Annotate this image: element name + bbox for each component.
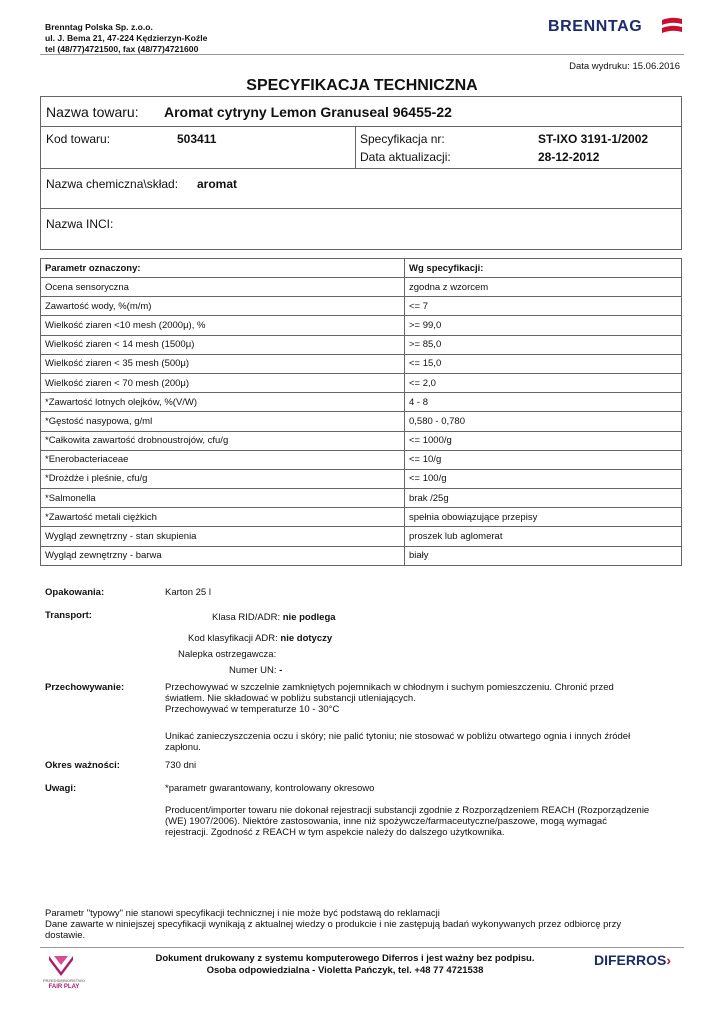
specification-column-header: Wg specyfikacji: <box>405 259 682 278</box>
parameter-cell: Wielkość ziaren < 70 mesh (200μ) <box>41 373 405 392</box>
disclaimer-note <box>45 908 665 941</box>
parameter-cell: *Zawartość lotnych olejków, %(V/W) <box>41 393 405 412</box>
inci-label: Nazwa INCI: <box>46 217 114 231</box>
note-line: dostawie. <box>45 930 86 941</box>
storage-text <box>165 682 675 753</box>
un-line <box>229 665 282 676</box>
storage-line: Unikać zanieczyszczenia oczu i skóry; nie palić tytoniu; nie stosować w pobliżu otwartego ognia i innych źródeł <box>165 731 631 742</box>
spec-cell: proszek lub aglomerat <box>405 527 682 546</box>
adr-label: Kod klasyfikacji ADR: <box>188 633 278 644</box>
update-value: 28-12-2012 <box>538 150 600 164</box>
product-name-value: Aromat cytryny Lemon Granuseal 96455-22 <box>164 104 452 120</box>
parameter-cell: Zawartość wody, %(m/m) <box>41 297 405 316</box>
footer-line: Dokument drukowany z systemu komputerowego Diferros i jest ważny bez podpisu. <box>155 953 535 964</box>
packaging-label: Opakowania: <box>45 587 105 598</box>
table-row <box>41 354 682 373</box>
parameter-cell: *Zawartość metali ciężkich <box>41 508 405 527</box>
update-label: Data aktualizacji: <box>360 150 451 164</box>
page-title: SPECYFIKACJA TECHNICZNA <box>246 77 478 94</box>
brenntag-swoosh-icon <box>660 16 684 38</box>
company-name: Brenntag Polska Sp. z.o.o. <box>45 22 153 32</box>
footer-text <box>130 953 560 977</box>
storage-label: Przechowywanie: <box>45 682 125 693</box>
table-row <box>41 469 682 488</box>
parameter-cell: Ocena sensoryczna <box>41 278 405 297</box>
table-row <box>41 431 682 450</box>
code-label: Kod towaru: <box>46 132 111 146</box>
rid-line <box>212 612 336 623</box>
product-header-table <box>40 96 682 250</box>
spec-cell: zgodna z wzorcem <box>405 278 682 297</box>
product-name-row <box>41 97 681 127</box>
note-line: Dane zawarte w niniejszej specyfikacji wynikają z aktualnej wiedzy o produkcie i nie zastępują badań wykonywanych przez odbiorcę przy <box>45 919 622 930</box>
table-row <box>41 278 682 297</box>
spec-cell: <= 10/g <box>405 450 682 469</box>
column-divider <box>355 127 356 168</box>
table-row <box>41 373 682 392</box>
fair-play-text <box>42 977 86 991</box>
spec-cell: 0,580 - 0,780 <box>405 412 682 431</box>
parameter-cell: Wielkość ziaren < 35 mesh (500μ) <box>41 354 405 373</box>
remarks-line: (WE) 1907/2006). Niektóre zastosowania, inne niż spożywcze/farmaceutyczne/paszowe, mogą wymagać <box>165 816 607 827</box>
brenntag-logo-text: BRENNTAG <box>548 18 643 35</box>
storage-line: światłem. Nie składować w pobliżu substancji utleniających. <box>165 693 416 704</box>
spec-label: Specyfikacja nr: <box>360 132 445 146</box>
parameter-cell: Wielkość ziaren < 14 mesh (1500μ) <box>41 335 405 354</box>
remarks-label: Uwagi: <box>45 783 77 794</box>
print-date: Data wydruku: 15.06.2016 <box>569 61 680 72</box>
parameter-cell: *Całkowita zawartość drobnoustrojów, cfu/g <box>41 431 405 450</box>
parameters-header-row <box>41 259 682 278</box>
table-row <box>41 412 682 431</box>
remarks-line: rejestracji. Zgodność z REACH w tym aspekcie należy do dalszego użytkownika. <box>165 827 505 838</box>
transport-label: Transport: <box>45 610 92 621</box>
parameter-column-header: Parametr oznaczony: <box>41 259 405 278</box>
parameter-cell: Wygląd zewnętrzny - barwa <box>41 546 405 565</box>
spec-cell: >= 99,0 <box>405 316 682 335</box>
company-info <box>45 22 207 55</box>
un-value: - <box>279 665 283 676</box>
chemical-value: aromat <box>197 177 238 191</box>
storage-line: Przechowywać w temperaturze 10 - 30°C <box>165 704 340 715</box>
rid-label: Klasa RID/ADR: <box>212 612 281 623</box>
table-row <box>41 546 682 565</box>
product-name-label: Nazwa towaru: <box>46 104 139 120</box>
rid-value: nie podlega <box>282 612 336 623</box>
spec-cell: biały <box>405 546 682 565</box>
spec-cell: <= 7 <box>405 297 682 316</box>
company-address: ul. J. Bema 21, 47-224 Kędzierzyn-Koźle <box>45 33 208 43</box>
table-row <box>41 335 682 354</box>
bottom-divider <box>40 947 684 948</box>
chevron-right-icon: › <box>666 952 672 968</box>
table-row <box>41 489 682 508</box>
company-phone: tel (48/77)4721500, fax (48/77)4721600 <box>45 44 199 54</box>
spec-value: ST-IXO 3191-1/2002 <box>538 132 649 146</box>
code-value: 503411 <box>177 132 217 146</box>
spec-cell: <= 1000/g <box>405 431 682 450</box>
spec-cell: 4 - 8 <box>405 393 682 412</box>
parameter-cell: Wygląd zewnętrzny - stan skupienia <box>41 527 405 546</box>
top-divider <box>40 54 684 55</box>
adr-line <box>188 633 332 644</box>
parameter-cell: *Drożdże i pleśnie, cfu/g <box>41 469 405 488</box>
packaging-value: Karton 25 l <box>165 587 211 598</box>
warning-label: Nalepka ostrzegawcza: <box>178 649 277 660</box>
spec-cell: brak /25g <box>405 489 682 508</box>
spec-cell: <= 15,0 <box>405 354 682 373</box>
table-row <box>41 527 682 546</box>
spec-cell: <= 100/g <box>405 469 682 488</box>
table-row <box>41 450 682 469</box>
parameters-table <box>40 258 682 566</box>
inci-row <box>41 209 681 249</box>
spec-cell: <= 2,0 <box>405 373 682 392</box>
code-spec-row <box>41 127 681 169</box>
diferros-logo-text: DIFERROS <box>594 952 667 968</box>
remarks-line: Producent/importer towaru nie dokonał rejestracji substancji zgodnie z Rozporządzeniem REACH (Rozporządzenie <box>165 805 650 816</box>
parameter-cell: *Gęstość nasypowa, g/ml <box>41 412 405 431</box>
adr-value: nie dotyczy <box>280 633 333 644</box>
chemical-row <box>41 169 681 209</box>
parameter-cell: *Salmonella <box>41 489 405 508</box>
fair-play-label: FAIR PLAY <box>48 984 80 990</box>
table-row <box>41 393 682 412</box>
un-label: Numer UN: <box>229 665 277 676</box>
remarks-text <box>165 783 675 838</box>
table-row <box>41 297 682 316</box>
validity-label: Okres ważności: <box>45 760 120 771</box>
fair-play-small-text: PRZEDSIĘBIORSTWO <box>42 978 85 983</box>
storage-line: Przechowywać w szczelnie zamkniętych pojemnikach w chłodnym i suchym pomieszczeniu. Chronić przed <box>165 682 614 693</box>
validity-value: 730 dni <box>165 760 197 771</box>
chemical-label: Nazwa chemiczna\skład: <box>46 177 179 191</box>
note-line: Parametr "typowy" nie stanowi specyfikacji technicznej i nie może być podstawą do reklamacji <box>45 908 440 919</box>
spec-cell: >= 85,0 <box>405 335 682 354</box>
remarks-line: *parametr gwarantowany, kontrolowany okresowo <box>165 783 375 794</box>
diferros-logo <box>594 952 671 968</box>
parameter-cell: *Enerobacteriaceae <box>41 450 405 469</box>
spec-cell: spełnia obowiązujące przepisy <box>405 508 682 527</box>
table-row <box>41 316 682 335</box>
footer-line: Osoba odpowiedzialna - Violetta Pańczyk, tel. +48 77 4721538 <box>206 965 484 976</box>
brenntag-logo <box>548 14 684 42</box>
table-row <box>41 508 682 527</box>
parameter-cell: Wielkość ziaren <10 mesh (2000μ), % <box>41 316 405 335</box>
storage-line: zapłonu. <box>165 742 201 753</box>
